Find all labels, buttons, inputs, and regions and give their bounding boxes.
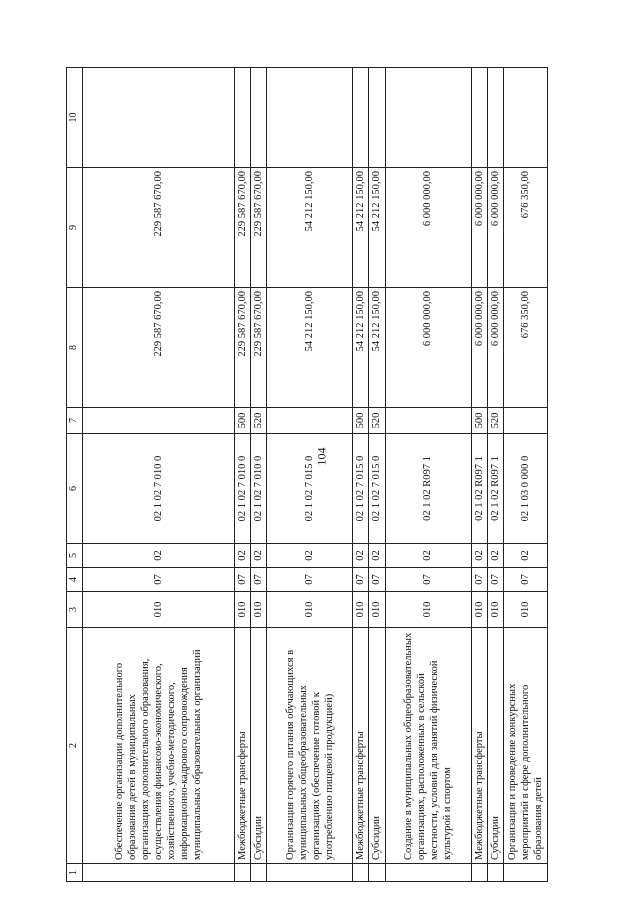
cell-section: 07	[267, 568, 353, 592]
col-header-3: 3	[67, 592, 83, 628]
cell-num	[369, 864, 385, 882]
cell-grbs: 010	[353, 592, 369, 628]
cell-amount-1: 229 587 670,00	[235, 288, 251, 408]
cell-num	[267, 864, 353, 882]
cell-expense-type: 520	[487, 408, 503, 434]
cell-amount-2: 54 212 150,00	[353, 168, 369, 288]
cell-subsection: 02	[235, 544, 251, 568]
col-header-9: 9	[67, 168, 83, 288]
cell-target-article: 02 1 03 0 000 0	[503, 434, 547, 544]
cell-description: Субсидии	[487, 628, 503, 864]
col-header-5: 5	[67, 544, 83, 568]
cell-grbs: 010	[235, 592, 251, 628]
cell-target-article: 02 1 02 7 010 0	[235, 434, 251, 544]
page-number: 104	[314, 447, 329, 466]
cell-expense-type	[267, 408, 353, 434]
table-row	[369, 68, 385, 882]
cell-amount-2: 229 587 670,00	[251, 168, 267, 288]
cell-target-article: 02 1 02 R097 1	[487, 434, 503, 544]
cell-num	[503, 864, 547, 882]
cell-num	[385, 864, 471, 882]
cell-amount-1: 6 000 000,00	[471, 288, 487, 408]
header-row	[67, 68, 83, 882]
cell-amount-2: 6 000 000,00	[385, 168, 471, 288]
cell-subsection: 02	[487, 544, 503, 568]
cell-expense-type	[385, 408, 471, 434]
cell-target-article: 02 1 02 R097 1	[471, 434, 487, 544]
cell-description: Межбюджетные трансферты	[235, 628, 251, 864]
cell-amount-1: 54 212 150,00	[353, 288, 369, 408]
cell-amount-1: 6 000 000,00	[385, 288, 471, 408]
cell-amount-2: 6 000 000,00	[471, 168, 487, 288]
cell-expense-type: 500	[353, 408, 369, 434]
cell-col-10	[369, 68, 385, 168]
cell-expense-type: 500	[235, 408, 251, 434]
cell-col-10	[83, 68, 235, 168]
cell-col-10	[251, 68, 267, 168]
budget-table	[66, 67, 548, 882]
col-header-8: 8	[67, 288, 83, 408]
cell-section: 07	[353, 568, 369, 592]
cell-amount-2: 676 350,00	[503, 168, 547, 288]
cell-num	[353, 864, 369, 882]
cell-expense-type: 520	[251, 408, 267, 434]
cell-section: 07	[235, 568, 251, 592]
cell-target-article: 02 1 02 7 010 0	[251, 434, 267, 544]
cell-target-article: 02 1 02 7 015 0	[353, 434, 369, 544]
cell-target-article: 02 1 02 7 010 0	[83, 434, 235, 544]
cell-grbs: 010	[487, 592, 503, 628]
cell-col-10	[267, 68, 353, 168]
cell-subsection: 02	[353, 544, 369, 568]
cell-grbs: 010	[251, 592, 267, 628]
cell-description: Межбюджетные трансферты	[353, 628, 369, 864]
table-row	[487, 68, 503, 882]
cell-amount-2: 229 587 670,00	[235, 168, 251, 288]
cell-grbs: 010	[503, 592, 547, 628]
col-header-7: 7	[67, 408, 83, 434]
cell-expense-type: 500	[471, 408, 487, 434]
cell-grbs: 010	[267, 592, 353, 628]
cell-col-10	[503, 68, 547, 168]
cell-amount-1: 6 000 000,00	[487, 288, 503, 408]
col-header-2: 2	[67, 628, 83, 864]
cell-subsection: 02	[83, 544, 235, 568]
cell-amount-1: 54 212 150,00	[267, 288, 353, 408]
cell-description: Субсидии	[251, 628, 267, 864]
table-row	[385, 68, 471, 882]
cell-amount-1: 229 587 670,00	[251, 288, 267, 408]
cell-subsection: 02	[385, 544, 471, 568]
cell-subsection: 02	[503, 544, 547, 568]
cell-target-article: 02 1 02 7 015 0	[369, 434, 385, 544]
cell-description: Создание в муниципальных общеобразовательных организациях, расположенных в сельской местности, условий для занятий физической культурой и спортом	[385, 628, 471, 864]
table-row	[267, 68, 353, 882]
cell-section: 07	[385, 568, 471, 592]
cell-subsection: 02	[369, 544, 385, 568]
cell-description: Организация и проведение конкурсных мероприятий в сфере дополнительного образования детей	[503, 628, 547, 864]
cell-col-10	[235, 68, 251, 168]
cell-num	[83, 864, 235, 882]
cell-subsection: 02	[267, 544, 353, 568]
cell-grbs: 010	[385, 592, 471, 628]
cell-amount-1: 54 212 150,00	[369, 288, 385, 408]
cell-description: Обеспечение организации дополнительного образования детей в муниципальных организациях дополнительного образования, осуществления финансово-экономического, хозяйственного, учебно-методического, информационно-кадрового сопровождения муниципальных образовательных организаций	[83, 628, 235, 864]
cell-col-10	[471, 68, 487, 168]
cell-col-10	[353, 68, 369, 168]
cell-section: 07	[83, 568, 235, 592]
cell-amount-2: 54 212 150,00	[369, 168, 385, 288]
cell-target-article: 02 1 02 R097 1	[385, 434, 471, 544]
table-row	[251, 68, 267, 882]
cell-expense-type	[503, 408, 547, 434]
cell-num	[487, 864, 503, 882]
table-row	[83, 68, 235, 882]
col-header-10: 10	[67, 68, 83, 168]
table-row	[471, 68, 487, 882]
table-row	[503, 68, 547, 882]
cell-description: Субсидии	[369, 628, 385, 864]
col-header-4: 4	[67, 568, 83, 592]
cell-num	[235, 864, 251, 882]
col-header-1: 1	[67, 864, 83, 882]
cell-grbs: 010	[471, 592, 487, 628]
cell-expense-type: 520	[369, 408, 385, 434]
cell-section: 07	[471, 568, 487, 592]
cell-section: 07	[503, 568, 547, 592]
cell-num	[251, 864, 267, 882]
cell-expense-type	[83, 408, 235, 434]
cell-section: 07	[251, 568, 267, 592]
cell-grbs: 010	[83, 592, 235, 628]
cell-section: 07	[487, 568, 503, 592]
cell-amount-1: 676 350,00	[503, 288, 547, 408]
cell-amount-1: 229 587 670,00	[83, 288, 235, 408]
cell-num	[471, 864, 487, 882]
cell-grbs: 010	[369, 592, 385, 628]
cell-col-10	[487, 68, 503, 168]
table-row	[235, 68, 251, 882]
cell-amount-2: 6 000 000,00	[487, 168, 503, 288]
table-row	[353, 68, 369, 882]
budget-table-container	[66, 68, 576, 882]
cell-description: Организация горячего питания обучающихся в муниципальных общеобразовательных организациях (обеспечение готовой к употреблению пищевой продукцией)	[267, 628, 353, 864]
cell-section: 07	[369, 568, 385, 592]
cell-subsection: 02	[471, 544, 487, 568]
cell-col-10	[385, 68, 471, 168]
cell-subsection: 02	[251, 544, 267, 568]
col-header-6: 6	[67, 434, 83, 544]
cell-amount-2: 54 212 150,00	[267, 168, 353, 288]
cell-amount-2: 229 587 670,00	[83, 168, 235, 288]
cell-description: Межбюджетные трансферты	[471, 628, 487, 864]
cell-target-article: 02 1 02 7 015 0	[267, 434, 353, 544]
